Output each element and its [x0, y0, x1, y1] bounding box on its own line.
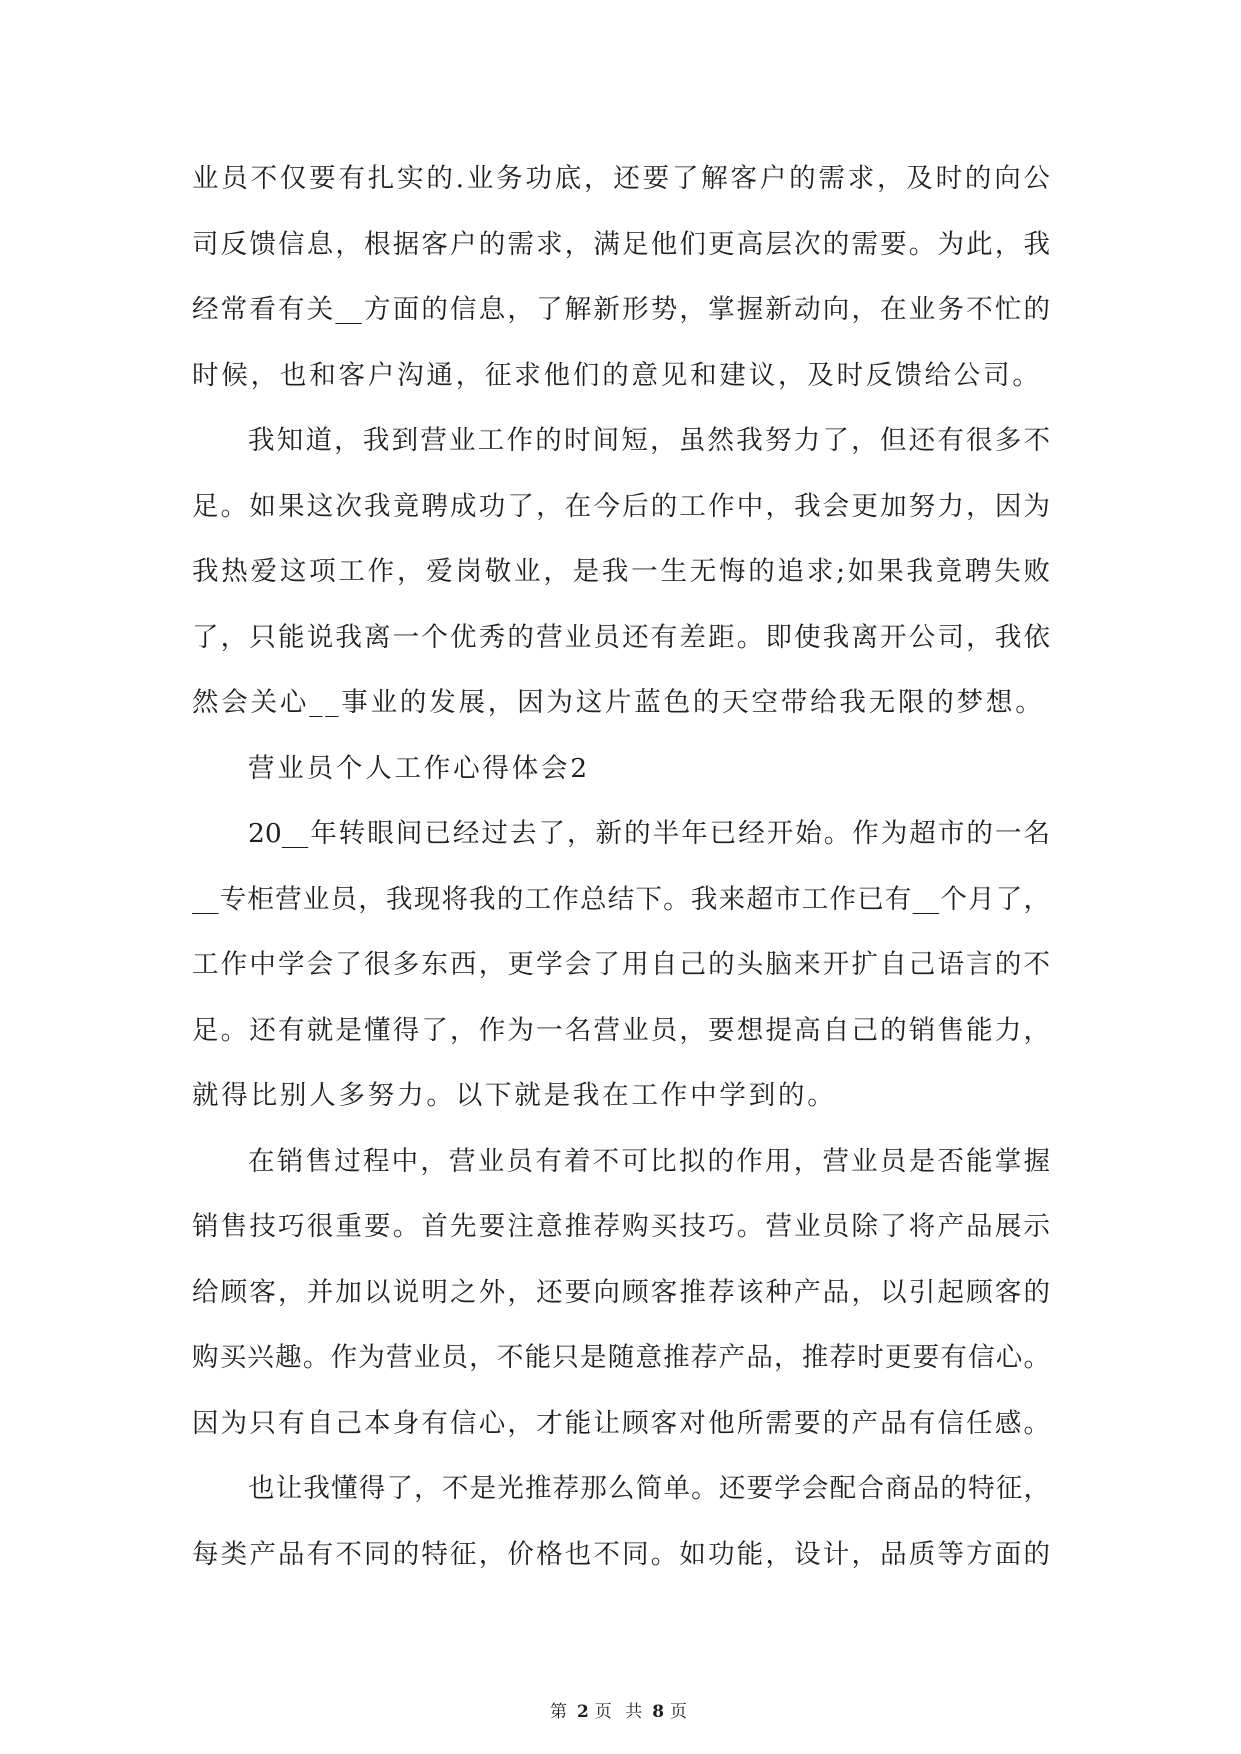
- footer-prefix: 第: [549, 1702, 571, 1722]
- page-total: 8: [652, 1702, 665, 1722]
- text-line: 司反馈信息，根据客户的需求，满足他们更高层次的需要。为此，我: [192, 228, 1050, 260]
- text-line: 我热爱这项工作，爱岗敬业，是我一生无悔的追求;如果我竟聘失败: [192, 556, 1050, 587]
- text-line: 经常看有关__方面的信息，了解新形势，掌握新动向，在业务不忙的: [192, 294, 1050, 325]
- text-line: 每类产品有不同的特征，价格也不同。如功能，设计，品质等方面的: [192, 1538, 1050, 1570]
- text-line: 在销售过程中，营业员有着不可比拟的作用，营业员是否能掌握: [248, 1145, 1050, 1177]
- section-heading: 营业员个人工作心得体会2: [248, 752, 590, 784]
- page-number: 2: [576, 1702, 589, 1722]
- text-line: 足。如果这次我竟聘成功了，在今后的工作中，我会更加努力，因为: [192, 490, 1050, 522]
- text-line: 我知道，我到营业工作的时间短，虽然我努力了，但还有很多不: [248, 425, 1050, 456]
- body-text: [192, 158, 1050, 1599]
- text-line: 然会关心__事业的发展，因为这片蓝色的天空带给我无限的梦想。: [192, 687, 1045, 718]
- text-line: 购买兴趣。作为营业员，不能只是随意推荐产品，推荐时更要有信心。: [192, 1342, 1050, 1373]
- text-line: 足。还有就是懂得了，作为一名营业员，要想提高自己的销售能力，: [192, 1014, 1050, 1046]
- text-line: 20__年转眼间已经过去了，新的半年已经开始。作为超市的一名: [248, 818, 1050, 849]
- page-footer: [0, 1697, 1241, 1722]
- text-line: 了，只能说我离一个优秀的营业员还有差距。即使我离开公司，我依: [192, 621, 1050, 653]
- text-line: 就得比别人多努力。以下就是我在工作中学到的。: [192, 1080, 837, 1111]
- text-line: 业员不仅要有扎实的.业务功底，还要了解客户的需求，及时的向公: [192, 163, 1050, 194]
- footer-middle: 页 共: [594, 1702, 647, 1722]
- text-line: 时候，也和客户沟通，征求他们的意见和建议，及时反馈给公司。: [192, 359, 1042, 391]
- footer-suffix: 页: [670, 1702, 692, 1722]
- text-line: 销售技巧很重要。首先要注意推荐购买技巧。营业员除了将产品展示: [192, 1211, 1050, 1242]
- text-line: __专柜营业员，我现将我的工作总结下。我来超市工作已有__个月了，: [192, 883, 1050, 915]
- text-line: 也让我懂得了，不是光推荐那么简单。还要学会配合商品的特征，: [248, 1473, 1050, 1504]
- text-line: 工作中学会了很多东西，更学会了用自己的头脑来开扩自己语言的不: [192, 949, 1050, 980]
- text-line: 因为只有自己本身有信心，才能让顾客对他所需要的产品有信任感。: [192, 1407, 1050, 1439]
- text-line: 给顾客，并加以说明之外，还要向顾客推荐该种产品，以引起顾客的: [192, 1276, 1050, 1308]
